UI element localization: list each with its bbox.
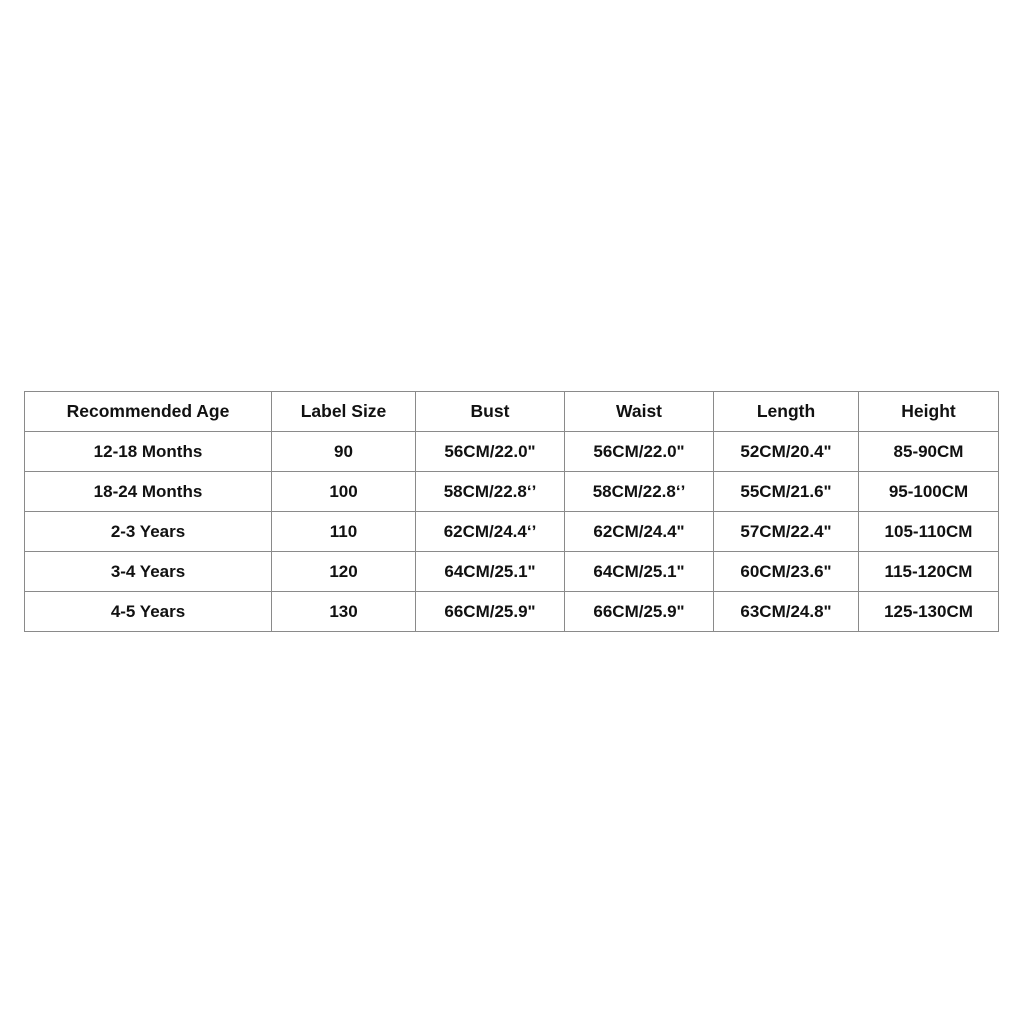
header-recommended-age: Recommended Age <box>25 392 272 432</box>
cell-length: 57CM/22.4" <box>714 512 859 552</box>
header-height: Height <box>859 392 999 432</box>
size-chart-table <box>24 391 999 632</box>
cell-label-size: 100 <box>272 472 416 512</box>
cell-height: 105-110CM <box>859 512 999 552</box>
cell-bust: 58CM/22.8‘’ <box>416 472 565 512</box>
cell-label-size: 120 <box>272 552 416 592</box>
table-header-row <box>25 392 999 432</box>
cell-label-size: 110 <box>272 512 416 552</box>
cell-length: 63CM/24.8" <box>714 592 859 632</box>
table-row <box>25 432 999 472</box>
header-waist: Waist <box>565 392 714 432</box>
cell-waist: 66CM/25.9" <box>565 592 714 632</box>
cell-bust: 62CM/24.4‘’ <box>416 512 565 552</box>
table-row <box>25 592 999 632</box>
cell-bust: 66CM/25.9" <box>416 592 565 632</box>
cell-waist: 56CM/22.0" <box>565 432 714 472</box>
cell-recommended-age: 18-24 Months <box>25 472 272 512</box>
cell-label-size: 90 <box>272 432 416 472</box>
cell-height: 115-120CM <box>859 552 999 592</box>
table-row <box>25 512 999 552</box>
cell-height: 125-130CM <box>859 592 999 632</box>
cell-label-size: 130 <box>272 592 416 632</box>
cell-length: 55CM/21.6" <box>714 472 859 512</box>
cell-length: 52CM/20.4" <box>714 432 859 472</box>
cell-bust: 64CM/25.1" <box>416 552 565 592</box>
header-length: Length <box>714 392 859 432</box>
cell-bust: 56CM/22.0" <box>416 432 565 472</box>
table-row <box>25 552 999 592</box>
cell-recommended-age: 2-3 Years <box>25 512 272 552</box>
header-bust: Bust <box>416 392 565 432</box>
table-row <box>25 472 999 512</box>
cell-height: 85-90CM <box>859 432 999 472</box>
cell-waist: 64CM/25.1" <box>565 552 714 592</box>
cell-length: 60CM/23.6" <box>714 552 859 592</box>
header-label-size: Label Size <box>272 392 416 432</box>
cell-recommended-age: 3-4 Years <box>25 552 272 592</box>
cell-recommended-age: 12-18 Months <box>25 432 272 472</box>
cell-waist: 58CM/22.8‘’ <box>565 472 714 512</box>
cell-recommended-age: 4-5 Years <box>25 592 272 632</box>
cell-height: 95-100CM <box>859 472 999 512</box>
cell-waist: 62CM/24.4" <box>565 512 714 552</box>
